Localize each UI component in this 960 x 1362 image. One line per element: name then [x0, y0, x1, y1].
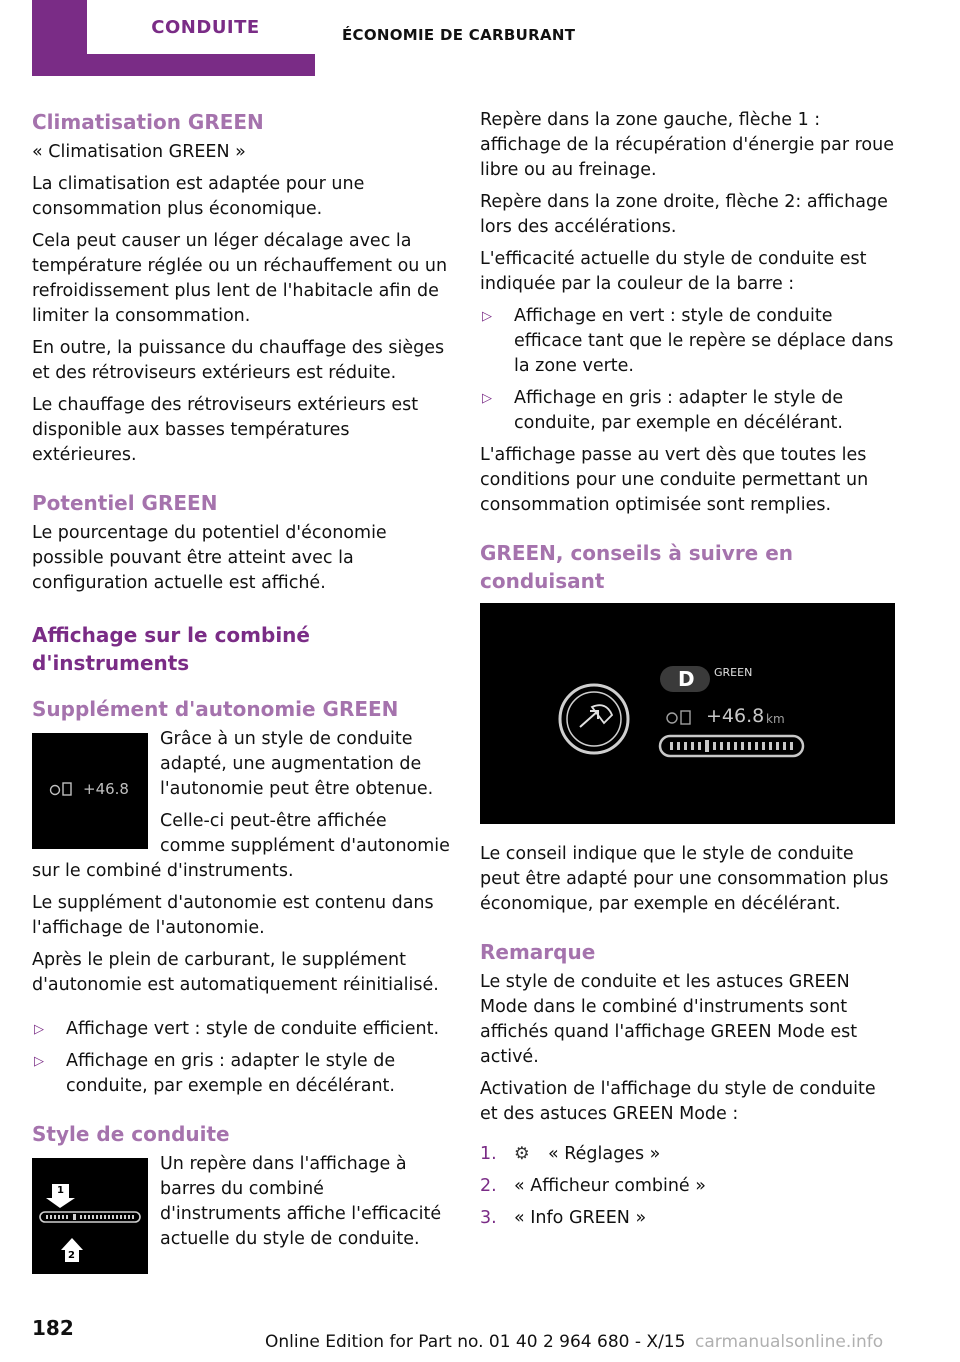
style-heading: Style de conduite — [32, 1122, 230, 1146]
list-item: ▷ Affichage vert : style de conduite efficient. — [32, 1017, 450, 1042]
right-para-1: Repère dans la zone gauche, flèche 1 : affichage de la récupération d'énergie par roue libre ou au freinage. — [480, 110, 894, 180]
bullet-triangle-icon: ▷ — [482, 391, 492, 406]
clim-para-2: La climatisation est adaptée pour une consommation plus économique. — [32, 174, 365, 219]
supplement-para-2: Celle-ci peut-être affichée comme supplément d'autonomie sur le combiné d'instruments. — [32, 811, 450, 881]
right-column — [480, 108, 898, 1238]
driving-style-image — [32, 1158, 148, 1274]
range-supplement-value: +46.8 — [83, 780, 129, 798]
bullet-triangle-icon: ▷ — [34, 1054, 44, 1069]
page-number: 182 — [32, 1316, 74, 1340]
panel-range-value: +46.8 — [706, 705, 765, 727]
chapter-tab-label: CONDUITE — [87, 0, 324, 54]
watermark: carmanualsonline.info — [695, 1332, 884, 1352]
potentiel-para: Le pourcentage du potentiel d'économie possible pouvant être atteint avec la configuration actuelle est affiché. — [32, 523, 387, 593]
tips-heading: GREEN, conseils à suivre en conduisant — [480, 541, 794, 593]
clim-para-4: En outre, la puissance du chauffage des sièges et des rétroviseurs extérieurs est réduite. — [32, 338, 445, 383]
potentiel-heading: Potentiel GREEN — [32, 491, 218, 515]
green-tips-display-image — [480, 603, 895, 824]
combi-heading: Affichage sur le combiné d'instruments — [32, 623, 310, 675]
clim-para-5: Le chauffage des rétroviseurs extérieurs est disponible aux basses températures extérieures. — [32, 395, 419, 465]
style-para-1: Un repère dans l'affichage à barres du combiné d'instruments affiche l'efficacité actuelle du style de conduite. — [160, 1154, 442, 1249]
right-para-2: Repère dans la zone droite, flèche 2: affichage lors des accélérations. — [480, 192, 888, 237]
list-item: ▷ Affichage en gris : adapter le style de conduite, par exemple en décélérant. — [34, 1051, 396, 1096]
section-title: ÉCONOMIE DE CARBURANT — [342, 26, 576, 44]
range-supplement-image — [32, 733, 148, 849]
list-item: 1. ⚙ « Réglages » — [480, 1142, 898, 1167]
list-item: ▷ Affichage en vert : style de conduite efficace tant que le repère se déplace dans la zone verte. — [482, 306, 894, 376]
supplement-heading: Supplément d'autonomie GREEN — [32, 697, 399, 721]
right-para-4: L'affichage passe au vert dès que toutes les conditions pour une conduite permettant un consommation optimisée sont remplies. — [480, 445, 869, 515]
right-para-6: Le style de conduite et les astuces GREEN Mode dans le combiné d'instruments sont affichés quand l'affichage GREEN Mode est activé. — [480, 972, 858, 1067]
right-para-5: Le conseil indique que le style de conduite peut être adapté pour une consommation plus économique, par exemple en décélérant. — [480, 844, 889, 914]
panel-mode-label: GREEN — [714, 666, 753, 679]
clim-heading: Climatisation GREEN — [32, 110, 264, 134]
bullet-triangle-icon: ▷ — [482, 309, 492, 324]
supplement-para-3: Le supplément d'autonomie est contenu dans l'affichage de l'autonomie. — [32, 893, 434, 938]
list-item: 2. « Afficheur combiné » — [480, 1176, 706, 1196]
supplement-para-4: Après le plein de carburant, le supplément d'autonomie est automatiquement réinitialisé. — [32, 950, 439, 995]
bullet-triangle-icon: ▷ — [34, 1022, 44, 1037]
chapter-tab — [32, 0, 315, 76]
edition-note: Online Edition for Part no. 01 40 2 964 680 - X/15 — [265, 1332, 686, 1352]
supplement-para-1: Grâce à un style de conduite adapté, une augmentation de l'autonomie peut être obtenue. — [160, 729, 434, 799]
supplement-bullets — [32, 1017, 450, 1099]
activation-steps — [480, 1142, 898, 1231]
right-para-3: L'efficacité actuelle du style de conduite est indiquée par la couleur de la barre : — [480, 249, 867, 294]
arrow-1-label: 1 — [57, 1185, 64, 1196]
arrow-2-label: 2 — [68, 1250, 75, 1261]
efficiency-bullets — [480, 304, 898, 436]
list-item: ▷ Affichage en gris : adapter le style de conduite, par exemple en décélérant. — [482, 388, 844, 433]
list-item: 3. « Info GREEN » — [480, 1208, 647, 1228]
right-para-7: Activation de l'affichage du style de conduite et des astuces GREEN Mode : — [480, 1079, 876, 1124]
panel-range-unit: km — [766, 712, 785, 726]
left-column — [32, 108, 450, 1278]
settings-gear-icon: ⚙ — [514, 1144, 530, 1164]
clim-para-1: « Climatisation GREEN » — [32, 142, 246, 162]
remark-heading: Remarque — [480, 940, 596, 964]
clim-para-3: Cela peut causer un léger décalage avec la température réglée ou un réchauffement ou un refroidissement plus lent de l'habitacle afin de limiter la consommation. — [32, 231, 448, 326]
panel-gear-indicator: D — [678, 667, 695, 691]
